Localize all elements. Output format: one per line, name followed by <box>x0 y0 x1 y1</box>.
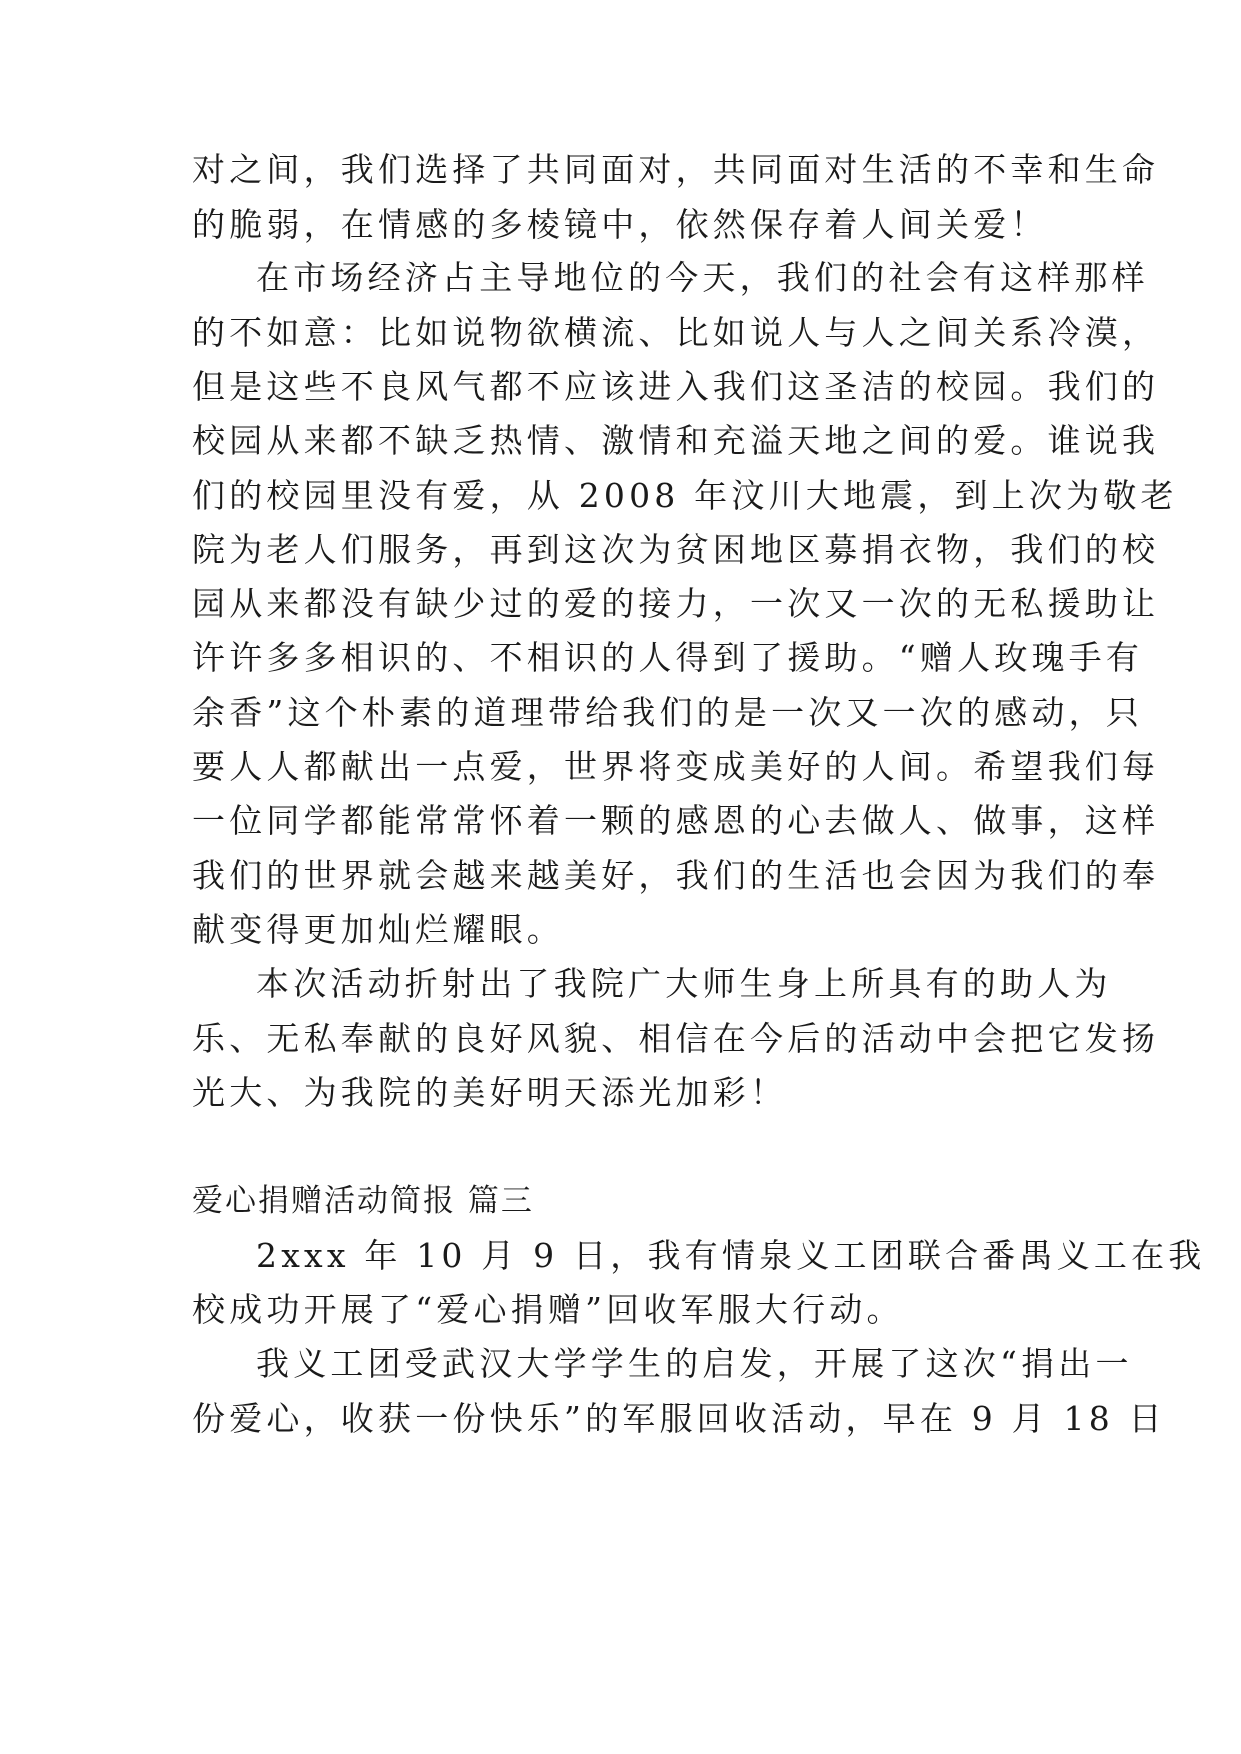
paragraph-3-line-2: 乐、无私奉献的良好风貌、相信在今后的活动中会把它发扬 <box>192 1019 1160 1058</box>
paragraph-2-line-12: 我们的世界就会越来越美好，我们的生活也会因为我们的奉 <box>192 856 1160 895</box>
section-heading: 爱心捐赠活动简报 篇三 <box>192 1183 534 1219</box>
paragraph-2-line-4: 校园从来都不缺乏热情、激情和充溢天地之间的爱。谁说我 <box>192 421 1160 460</box>
paragraph-2-line-8: 许许多多相识的、不相识的人得到了援助。“赠人玫瑰手有 <box>192 638 1144 677</box>
section-paragraph-1-line-1: 2xxx 年 10 月 9 日，我有情泉义工团联合番禺义工在我 <box>256 1236 1206 1275</box>
paragraph-2-line-13: 献变得更加灿烂耀眼。 <box>192 910 564 949</box>
paragraph-2-line-6: 院为老人们服务，再到这次为贫困地区募捐衣物，我们的校 <box>192 530 1160 569</box>
paragraph-2-line-7: 园从来都没有缺少过的爱的接力，一次又一次的无私援助让 <box>192 584 1160 623</box>
paragraph-1-line-2: 的脆弱，在情感的多棱镜中，依然保存着人间关爱！ <box>192 205 1048 244</box>
paragraph-2-line-9: 余香”这个朴素的道理带给我们的是一次又一次的感动，只 <box>192 693 1144 732</box>
paragraph-2-line-1: 在市场经济占主导地位的今天，我们的社会有这样那样 <box>256 258 1149 297</box>
paragraph-2-line-3: 但是这些不良风气都不应该进入我们这圣洁的校园。我们的 <box>192 367 1160 406</box>
section-paragraph-2-line-2: 份爱心，收获一份快乐”的军服回收活动，早在 9 月 18 日 <box>192 1399 1166 1438</box>
paragraph-2-line-10: 要人人都献出一点爱，世界将变成美好的人间。希望我们每 <box>192 747 1160 786</box>
paragraph-3-line-3: 光大、为我院的美好明天添光加彩！ <box>192 1073 788 1112</box>
section-paragraph-2-line-1: 我义工团受武汉大学学生的启发，开展了这次“捐出一 <box>256 1344 1133 1383</box>
paragraph-2-line-2: 的不如意：比如说物欲横流、比如说人与人之间关系冷漠， <box>192 313 1160 352</box>
paragraph-1-line-1: 对之间，我们选择了共同面对，共同面对生活的不幸和生命 <box>192 150 1160 189</box>
section-paragraph-1-line-2: 校成功开展了“爱心捐赠”回收军服大行动。 <box>192 1290 904 1329</box>
paragraph-2-line-5: 们的校园里没有爱，从 2008 年汶川大地震，到上次为敬老 <box>192 476 1178 515</box>
paragraph-3-line-1: 本次活动折射出了我院广大师生身上所具有的助人为 <box>256 964 1112 1003</box>
paragraph-2-line-11: 一位同学都能常常怀着一颗的感恩的心去做人、做事，这样 <box>192 801 1160 840</box>
